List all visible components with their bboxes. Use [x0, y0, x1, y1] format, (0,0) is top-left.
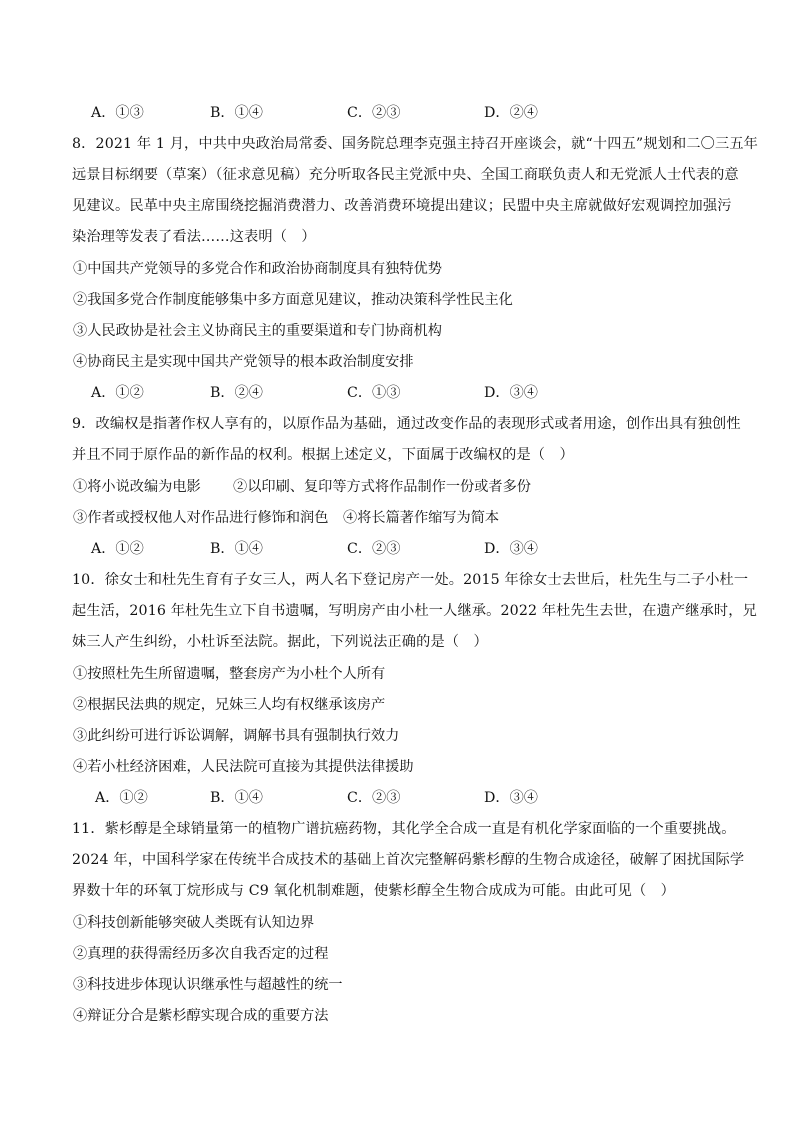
q9-choices [91, 538, 711, 560]
q9-choice-d: D．③④ [484, 541, 538, 557]
q8-choice-a: A．①② [91, 385, 144, 401]
question-8 [72, 133, 759, 257]
q10-choices [95, 787, 715, 809]
q10-option-2: ②根据民法典的规定，兄妹三人均有权继承该房产 [73, 697, 386, 713]
q11-option-4: ④辩证分合是紫杉醇实现合成的重要方法 [73, 1008, 329, 1024]
q9-option-3: ③作者或授权他人对作品进行修饰和润色 [73, 510, 329, 526]
q8-choice-c: C．①③ [347, 385, 401, 401]
q9-choice-b: B．①④ [210, 541, 263, 557]
q7-choice-b: B．①④ [210, 105, 263, 121]
q8-option-1: ①中国共产党领导的多党合作和政治协商制度具有独特优势 [73, 261, 442, 277]
question-9-line: 9．改编权是指著作权人享有的，以原作品为基础，通过改变作品的表现形式或者用途，创作出具有独创性 [72, 416, 741, 432]
q11-option-3: ③科技进步体现认识继承性与超越性的统一 [73, 977, 343, 993]
q7-choice-d: D．②④ [484, 105, 538, 121]
q8-option-2: ②我国多党合作制度能够集中多方面意见建议，推动决策科学性民主化 [73, 292, 513, 308]
q8-choice-b: B．②④ [210, 385, 263, 401]
q10-choice-c: C．②③ [347, 790, 401, 806]
q9-option-row-1 [73, 476, 531, 498]
q11-option-2: ②真理的获得需经历多次自我否定的过程 [73, 946, 329, 962]
question-10-line: 10．徐女士和杜先生育有子女三人，两人名下登记房产一处。2015 年徐女士去世后，杜先生与二子小杜一 [72, 572, 749, 588]
q7-choices [91, 102, 711, 124]
question-10-line: 起生活，2016 年杜先生立下自书遗嘱，写明房产由小杜一人继承。2022 年杜先生去世，在遗产继承时，兄 [72, 603, 757, 619]
question-8-line: 染治理等发表了看法……这表明（ ） [72, 229, 316, 245]
question-11-line: 11．紫杉醇是全球销量第一的植物广谱抗癌药物，其化学全合成一直是有机化学家面临的一个重要挑战。 [72, 821, 736, 837]
q10-choice-d: D．③④ [484, 790, 538, 806]
question-9-line: 并且不同于原作品的新作品的权利。根据上述定义，下面属于改编权的是（ ） [72, 447, 574, 463]
q10-option-1: ①按照杜先生所留遗嘱，整套房产为小杜个人所有 [73, 666, 386, 682]
q9-option-4: ④将长篇著作缩写为简本 [343, 510, 500, 526]
question-10 [72, 569, 757, 662]
question-8-line: 8．2021 年 1 月，中共中央政治局常委、国务院总理李克强主持召开座谈会，就“十四五”规划和二〇三五年 [72, 136, 759, 152]
question-8-line: 远景目标纲要（草案）（征求意见稿）充分听取各民主党派中央、全国工商联负责人和无党派人士代表的意 [72, 167, 739, 183]
q7-choice-a: A．①③ [91, 105, 144, 121]
q8-option-4: ④协商民主是实现中国共产党领导的根本政治制度安排 [73, 354, 414, 370]
q8-choice-d: D．③④ [484, 385, 538, 401]
question-10-line: 妹三人产生纠纷，小杜诉至法院。据此，下列说法正确的是（ ） [72, 634, 488, 650]
question-11-line: 2024 年，中国科学家在传统半合成技术的基础上首次完整解码紫杉醇的生物合成途径，破解了困扰国际学 [72, 852, 745, 868]
q7-choice-c: C．②③ [347, 105, 401, 121]
q10-choice-b: B．①④ [210, 790, 263, 806]
q9-option-2: ②以印刷、复印等方式将作品制作一份或者多份 [233, 479, 531, 495]
q9-choice-a: A．①② [91, 541, 144, 557]
q8-choices [91, 382, 711, 404]
q10-option-4: ④若小杜经济困难，人民法院可直接为其提供法律援助 [73, 759, 414, 775]
q10-option-3: ③此纠纷可进行诉讼调解，调解书具有强制执行效力 [73, 728, 400, 744]
question-8-line: 见建议。民革中央主席围绕挖掘消费潜力、改善消费环境提出建议；民盟中央主席就做好宏观调控加强污 [72, 198, 732, 214]
q10-choice-a: A．①② [95, 790, 148, 806]
question-11-line: 界数十年的环氧丁烷形成与 C9 氧化机制难题，使紫杉醇全生物合成成为可能。由此可见（ ） [72, 883, 676, 899]
q9-option-1: ①将小说改编为电影 [73, 479, 201, 495]
q11-option-1: ①科技创新能够突破人类既有认知边界 [73, 915, 315, 931]
question-11 [72, 818, 745, 911]
q9-option-row-2 [73, 507, 500, 529]
q8-option-3: ③人民政协是社会主义协商民主的重要渠道和专门协商机构 [73, 323, 442, 339]
q9-choice-c: C．②③ [347, 541, 401, 557]
question-9 [72, 413, 741, 475]
